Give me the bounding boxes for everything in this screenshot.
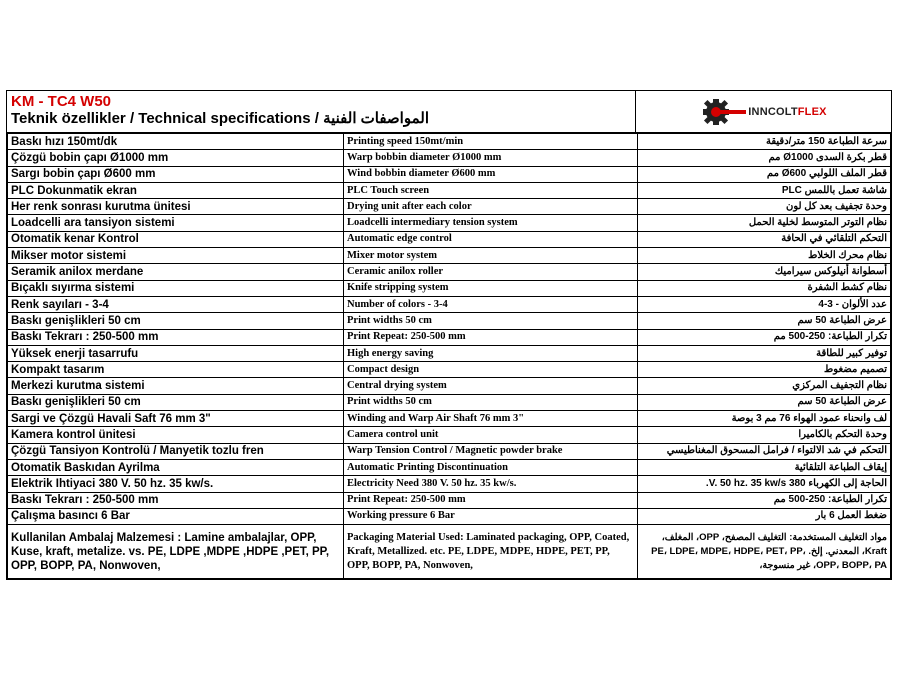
spec-english-cell: Loadcelli intermediary tension system	[344, 215, 638, 231]
spec-arabic-cell: الحاجة إلى الكهرباء 380 V. 50 hz. 35 kw/s.	[638, 476, 891, 492]
header-title-cell	[7, 91, 636, 132]
table-row	[8, 394, 891, 410]
spec-english-cell: High energy saving	[344, 345, 638, 361]
packaging-turkish-cell: Kullanilan Ambalaj Malzemesi : Lamine ambalajlar, OPP, Kuse, kraft, metalize. vs. PE, LDPE ,MDPE ,HDPE ,PET, PP, OPP, BOPP, PA, Nonwoven,	[8, 525, 344, 579]
table-row	[8, 378, 891, 394]
spec-turkish-cell: Sargi ve Çözgü Havali Saft 76 mm 3"	[8, 411, 344, 427]
packaging-english-cell: Packaging Material Used: Laminated packaging, OPP, Coated, Kraft, Metallized. etc. PE, LDPE, MDPE, HDPE, PET, PP, OPP, BOPP, PA, Nonwoven,	[344, 525, 638, 579]
spec-english-cell: Drying unit after each color	[344, 199, 638, 215]
table-row	[8, 508, 891, 524]
logo-text-part1: INNCOLT	[748, 105, 798, 118]
spec-turkish-cell: PLC Dokunmatik ekran	[8, 182, 344, 198]
spec-sheet	[6, 90, 892, 580]
packaging-materials-row	[8, 525, 891, 579]
spec-english-cell: Camera control unit	[344, 427, 638, 443]
table-row	[8, 296, 891, 312]
table-row	[8, 345, 891, 361]
spec-arabic-cell: تصميم مضغوط	[638, 362, 891, 378]
spec-turkish-cell: Otomatik Baskıdan Ayrilma	[8, 459, 344, 475]
spec-arabic-cell: عرض الطباعة 50 سم	[638, 313, 891, 329]
spec-english-cell: Number of colors - 3-4	[344, 296, 638, 312]
spec-turkish-cell: Otomatik kenar Kontrol	[8, 231, 344, 247]
spec-english-cell: Electricity Need 380 V. 50 hz. 35 kw/s.	[344, 476, 638, 492]
spec-turkish-cell: Baskı genişlikleri 50 cm	[8, 394, 344, 410]
spec-arabic-cell: قطر الملف اللولبي Ø600 مم	[638, 166, 891, 182]
spec-table	[7, 133, 891, 579]
spec-arabic-cell: التحكم في شد الالتواء / فرامل المسحوق المغناطيسي	[638, 443, 891, 459]
spec-english-cell: Automatic Printing Discontinuation	[344, 459, 638, 475]
spec-arabic-cell: نظام التجفيف المركزي	[638, 378, 891, 394]
spec-english-cell: Mixer motor system	[344, 248, 638, 264]
spec-english-cell: Print Repeat: 250-500 mm	[344, 329, 638, 345]
spec-arabic-cell: وحدة تجفيف بعد كل لون	[638, 199, 891, 215]
spec-english-cell: Central drying system	[344, 378, 638, 394]
spec-turkish-cell: Renk sayıları - 3-4	[8, 296, 344, 312]
spec-turkish-cell: Loadcelli ara tansiyon sistemi	[8, 215, 344, 231]
spec-turkish-cell: Baskı hızı 150mt/dk	[8, 134, 344, 150]
spec-english-cell: Knife stripping system	[344, 280, 638, 296]
spec-english-cell: Print widths 50 cm	[344, 313, 638, 329]
table-row	[8, 443, 891, 459]
spec-arabic-cell: إيقاف الطباعة التلقائية	[638, 459, 891, 475]
table-row	[8, 362, 891, 378]
spec-turkish-cell: Bıçaklı sıyırma sistemi	[8, 280, 344, 296]
page-title: Teknik özellikler / Technical specifications / المواصفات الفنية	[11, 110, 429, 127]
spec-arabic-cell: سرعة الطباعة 150 متر/دقيقة	[638, 134, 891, 150]
spec-turkish-cell: Kamera kontrol ünitesi	[8, 427, 344, 443]
spec-english-cell: Warp bobbin diameter Ø1000 mm	[344, 150, 638, 166]
spec-turkish-cell: Kompakt tasarım	[8, 362, 344, 378]
spec-turkish-cell: Çalışma basıncı 6 Bar	[8, 508, 344, 524]
table-row	[8, 134, 891, 150]
spec-english-cell: Winding and Warp Air Shaft 76 mm 3"	[344, 411, 638, 427]
spec-arabic-cell: لف وانحناء عمود الهواء 76 مم 3 بوصة	[638, 411, 891, 427]
spec-arabic-cell: عدد الألوان - 3-4	[638, 296, 891, 312]
logo-text-part2: FLEX	[797, 105, 827, 118]
logo-cell	[636, 91, 891, 132]
spec-arabic-cell: التحكم التلقائي في الحافة	[638, 231, 891, 247]
spec-english-cell: Warp Tension Control / Magnetic powder brake	[344, 443, 638, 459]
table-row	[8, 427, 891, 443]
packaging-arabic-cell: مواد التغليف المستخدمة: التغليف المصفح، OPP، المغلف، Kraft، المعدني. إلخ. PE، LDPE، MDPE، HDPE، PET، PP، OPP، BOPP، PA، غير منسوجة،	[638, 525, 891, 579]
table-row	[8, 313, 891, 329]
spec-arabic-cell: نظام محرك الخلاط	[638, 248, 891, 264]
spec-arabic-cell: تكرار الطباعة: 250-500 مم	[638, 492, 891, 508]
spec-english-cell: Print Repeat: 250-500 mm	[344, 492, 638, 508]
table-row	[8, 199, 891, 215]
table-row	[8, 329, 891, 345]
spec-turkish-cell: Elektrik Ihtiyaci 380 V. 50 hz. 35 kw/s.	[8, 476, 344, 492]
spec-english-cell: Automatic edge control	[344, 231, 638, 247]
table-row	[8, 248, 891, 264]
spec-arabic-cell: تكرار الطباعة: 250-500 مم	[638, 329, 891, 345]
spec-arabic-cell: قطر بكرة السدى Ø1000 مم	[638, 150, 891, 166]
spec-arabic-cell: نظام التوتر المتوسط لخلية الحمل	[638, 215, 891, 231]
spec-english-cell: Ceramic anilox roller	[344, 264, 638, 280]
table-row	[8, 231, 891, 247]
spec-english-cell: Printing speed 150mt/min	[344, 134, 638, 150]
table-row	[8, 492, 891, 508]
spec-turkish-cell: Çözgü Tansiyon Kontrolü / Manyetik tozlu fren	[8, 443, 344, 459]
table-row	[8, 182, 891, 198]
spec-turkish-cell: Baskı Tekrarı : 250-500 mm	[8, 492, 344, 508]
model-name: KM - TC4 W50	[11, 93, 112, 110]
spec-arabic-cell: شاشة تعمل باللمس PLC	[638, 182, 891, 198]
table-row	[8, 476, 891, 492]
logo-wordmark	[748, 106, 826, 118]
table-row	[8, 215, 891, 231]
spec-english-cell: Wind bobbin diameter Ø600 mm	[344, 166, 638, 182]
table-row	[8, 150, 891, 166]
spec-arabic-cell: ضغط العمل 6 بار	[638, 508, 891, 524]
spec-english-cell: Working pressure 6 Bar	[344, 508, 638, 524]
spec-turkish-cell: Yüksek enerji tasarrufu	[8, 345, 344, 361]
spec-english-cell: Compact design	[344, 362, 638, 378]
table-row	[8, 280, 891, 296]
sheet-header	[7, 91, 891, 133]
spec-english-cell: Print widths 50 cm	[344, 394, 638, 410]
spec-turkish-cell: Seramik anilox merdane	[8, 264, 344, 280]
company-logo	[700, 97, 826, 127]
spec-turkish-cell: Merkezi kurutma sistemi	[8, 378, 344, 394]
spec-table-body	[8, 134, 891, 579]
gear-logo-icon	[700, 97, 746, 127]
table-row	[8, 166, 891, 182]
spec-turkish-cell: Her renk sonrası kurutma ünitesi	[8, 199, 344, 215]
spec-arabic-cell: أسطوانة أنيلوكس سيراميك	[638, 264, 891, 280]
spec-turkish-cell: Çözgü bobin çapı Ø1000 mm	[8, 150, 344, 166]
spec-arabic-cell: عرض الطباعة 50 سم	[638, 394, 891, 410]
spec-arabic-cell: توفير كبير للطاقة	[638, 345, 891, 361]
spec-turkish-cell: Mikser motor sistemi	[8, 248, 344, 264]
spec-english-cell: PLC Touch screen	[344, 182, 638, 198]
spec-turkish-cell: Baskı genişlikleri 50 cm	[8, 313, 344, 329]
spec-turkish-cell: Baskı Tekrarı : 250-500 mm	[8, 329, 344, 345]
spec-turkish-cell: Sargı bobin çapı Ø600 mm	[8, 166, 344, 182]
table-row	[8, 264, 891, 280]
table-row	[8, 411, 891, 427]
table-row	[8, 459, 891, 475]
spec-arabic-cell: وحدة التحكم بالكاميرا	[638, 427, 891, 443]
spec-arabic-cell: نظام كشط الشفرة	[638, 280, 891, 296]
